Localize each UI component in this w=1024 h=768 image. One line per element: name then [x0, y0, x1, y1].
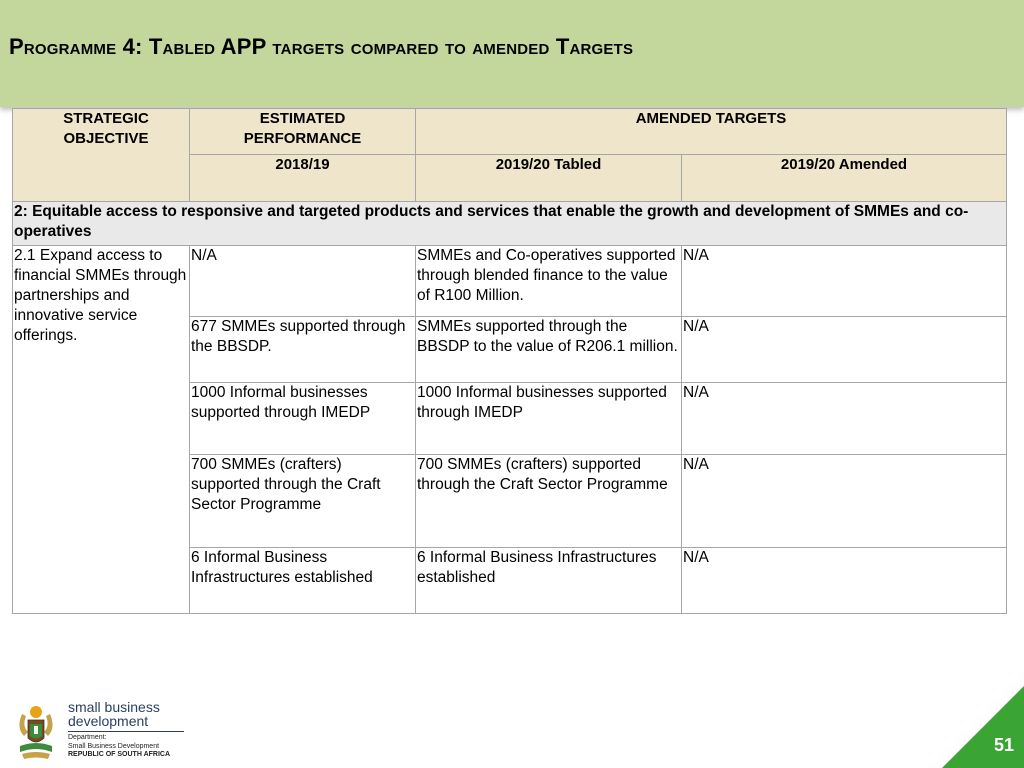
tabled-cell: 700 SMMEs (crafters) supported through the Craft Sector Programme — [416, 455, 682, 548]
logo-divider — [68, 731, 184, 732]
header-strategic-objective: STRATEGIC OBJECTIVE — [13, 109, 190, 202]
targets-table — [12, 108, 1007, 614]
header-amended-targets: AMENDED TARGETS — [416, 109, 1007, 155]
table-row — [13, 246, 1007, 317]
amended-cell: N/A — [682, 317, 1007, 383]
strategic-objective-cell: 2.1 Expand access to financial SMMEs through partnerships and innovative service offerings. — [13, 246, 190, 614]
tabled-cell: SMMEs supported through the BBSDP to the value of R206.1 million. — [416, 317, 682, 383]
section-row — [13, 202, 1007, 246]
amended-cell: N/A — [682, 383, 1007, 455]
amended-cell: N/A — [682, 246, 1007, 317]
amended-cell: N/A — [682, 548, 1007, 614]
dept-line2: Small Business Development — [68, 742, 160, 750]
logo-text-line2: development — [68, 713, 149, 729]
header-2019-20-amended: 2019/20 Amended — [682, 155, 1007, 202]
tabled-cell: 1000 Informal businesses supported through IMEDP — [416, 383, 682, 455]
slide-title: Programme 4: Tabled APP targets compared to amended Targets — [9, 34, 634, 59]
header-2018-19: 2018/19 — [190, 155, 416, 202]
page-number: 51 — [993, 735, 1014, 755]
estimated-cell: 1000 Informal businesses supported through IMEDP — [190, 383, 416, 455]
amended-cell: N/A — [682, 455, 1007, 548]
estimated-cell: 677 SMMEs supported through the BBSDP. — [190, 317, 416, 383]
header-estimated-performance: ESTIMATED PERFORMANCE — [190, 109, 416, 155]
logo-text-line1: small business — [68, 699, 160, 715]
tabled-cell: 6 Informal Business Infrastructures established — [416, 548, 682, 614]
header-2019-20-tabled: 2019/20 Tabled — [416, 155, 682, 202]
coat-of-arms-icon — [12, 702, 60, 762]
logo-department-text — [68, 734, 170, 760]
dept-line1: Department: — [68, 734, 107, 741]
dept-line3: REPUBLIC OF SOUTH AFRICA — [68, 751, 171, 758]
header-row-1 — [13, 109, 1007, 155]
title-bar — [0, 0, 1024, 107]
estimated-cell: 700 SMMEs (crafters) supported through the Craft Sector Programme — [190, 455, 416, 548]
estimated-cell: 6 Informal Business Infrastructures established — [190, 548, 416, 614]
section-title: 2: Equitable access to responsive and targeted products and services that enable the growth and development of SMMEs and co-operatives — [13, 202, 1007, 246]
estimated-cell: N/A — [190, 246, 416, 317]
tabled-cell: SMMEs and Co-operatives supported through blended finance to the value of R100 Million. — [416, 246, 682, 317]
department-logo — [12, 700, 192, 764]
